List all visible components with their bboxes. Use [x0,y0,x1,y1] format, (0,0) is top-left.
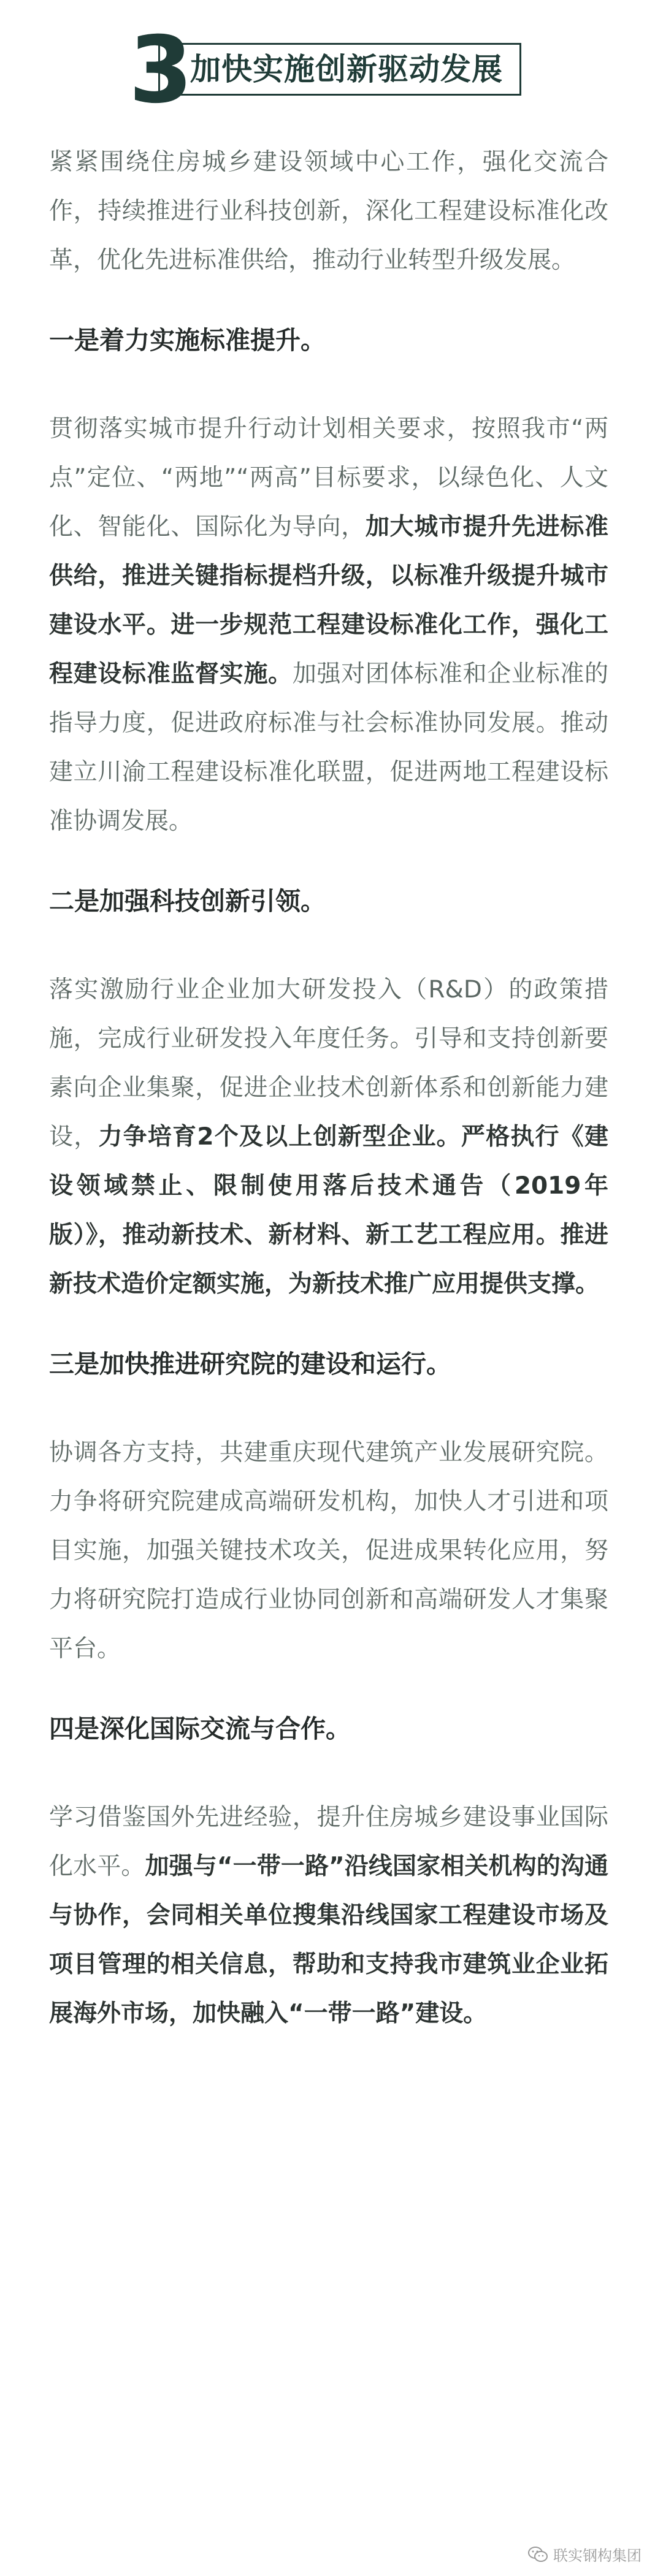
text-run: 加强对团体标准和企业标准的指导力度，促进政府标准与社会标准协同发展。推动建立川渝工程建设标准化联盟，促进两地工程建设标准协调发展。 [49,660,608,835]
section-title: 加快实施创新驱动发展 [190,51,503,87]
watermark [527,2544,642,2565]
section-paragraph-2 [49,966,608,1309]
section-heading-3: 三是加快推进研究院的建设和运行。 [49,1349,451,1379]
bold-text-run: 力争培育2个及以上创新型企业。严格执行《建设领域禁止、限制使用落后技术通告（2019年版）》，推动新技术、新材料、新工艺工程应用。推进新技术造价定额实施，为新技术推广应用提供支撑。 [49,1123,608,1298]
text-run: 贯彻落实城市提升行动计划相关要求，按照我市“两点”定位、“两地”“两高”目标要求，以绿色化、人文化、智能化、国际化为导向， [49,415,608,541]
section-heading-2: 二是加强科技创新引领。 [49,886,326,916]
section-paragraph-4 [49,1793,608,2038]
bold-text-run: 加大城市提升先进标准供给，推进关键指标提档升级，以标准升级提升城市建设水平。进一步规范工程建设标准化工作，强化工程建设标准监督实施。 [49,513,608,688]
section-header [129,17,527,124]
article-body [49,138,608,2075]
text-run: 学习借鉴国外先进经验，提升住房城乡建设事业国际化水平。 [49,1804,608,1880]
wechat-icon [527,2546,548,2563]
intro-paragraph: 紧紧围绕住房城乡建设领域中心工作，强化交流合作，持续推进行业科技创新，深化工程建设标准化改革，优化先进标准供给，推动行业转型升级发展。 [49,148,608,274]
section-heading-4: 四是深化国际交流与合作。 [49,1714,351,1743]
text-run: 协调各方支持，共建重庆现代建筑产业发展研究院。力争将研究院建成高端研发机构，加快人才引进和项目实施，加强关键技术攻关，促进成果转化应用，努力将研究院打造成行业协同创新和高端研发人才集聚平台。 [49,1439,608,1663]
section-paragraph-1 [49,405,608,846]
section-heading-1: 一是着力实施标准提升。 [49,326,326,355]
bold-text-run: 加强与“一带一路”沿线国家相关机构的沟通与协作，会同相关单位搜集沿线国家工程建设市场及项目管理的相关信息，帮助和支持我市建筑业企业拓展海外市场，加快融入“一带一路”建设。 [49,1853,608,2027]
section-number: 3 [129,17,193,124]
section-paragraph-3 [49,1428,608,1674]
watermark-text: 联实钢构集团 [553,2547,642,2564]
text-run: 落实激励行业企业加大研发投入（R&D）的政策措施，完成行业研发投入年度任务。引导和支持创新要素向企业集聚，促进企业技术创新体系和创新能力建设， [49,976,608,1151]
